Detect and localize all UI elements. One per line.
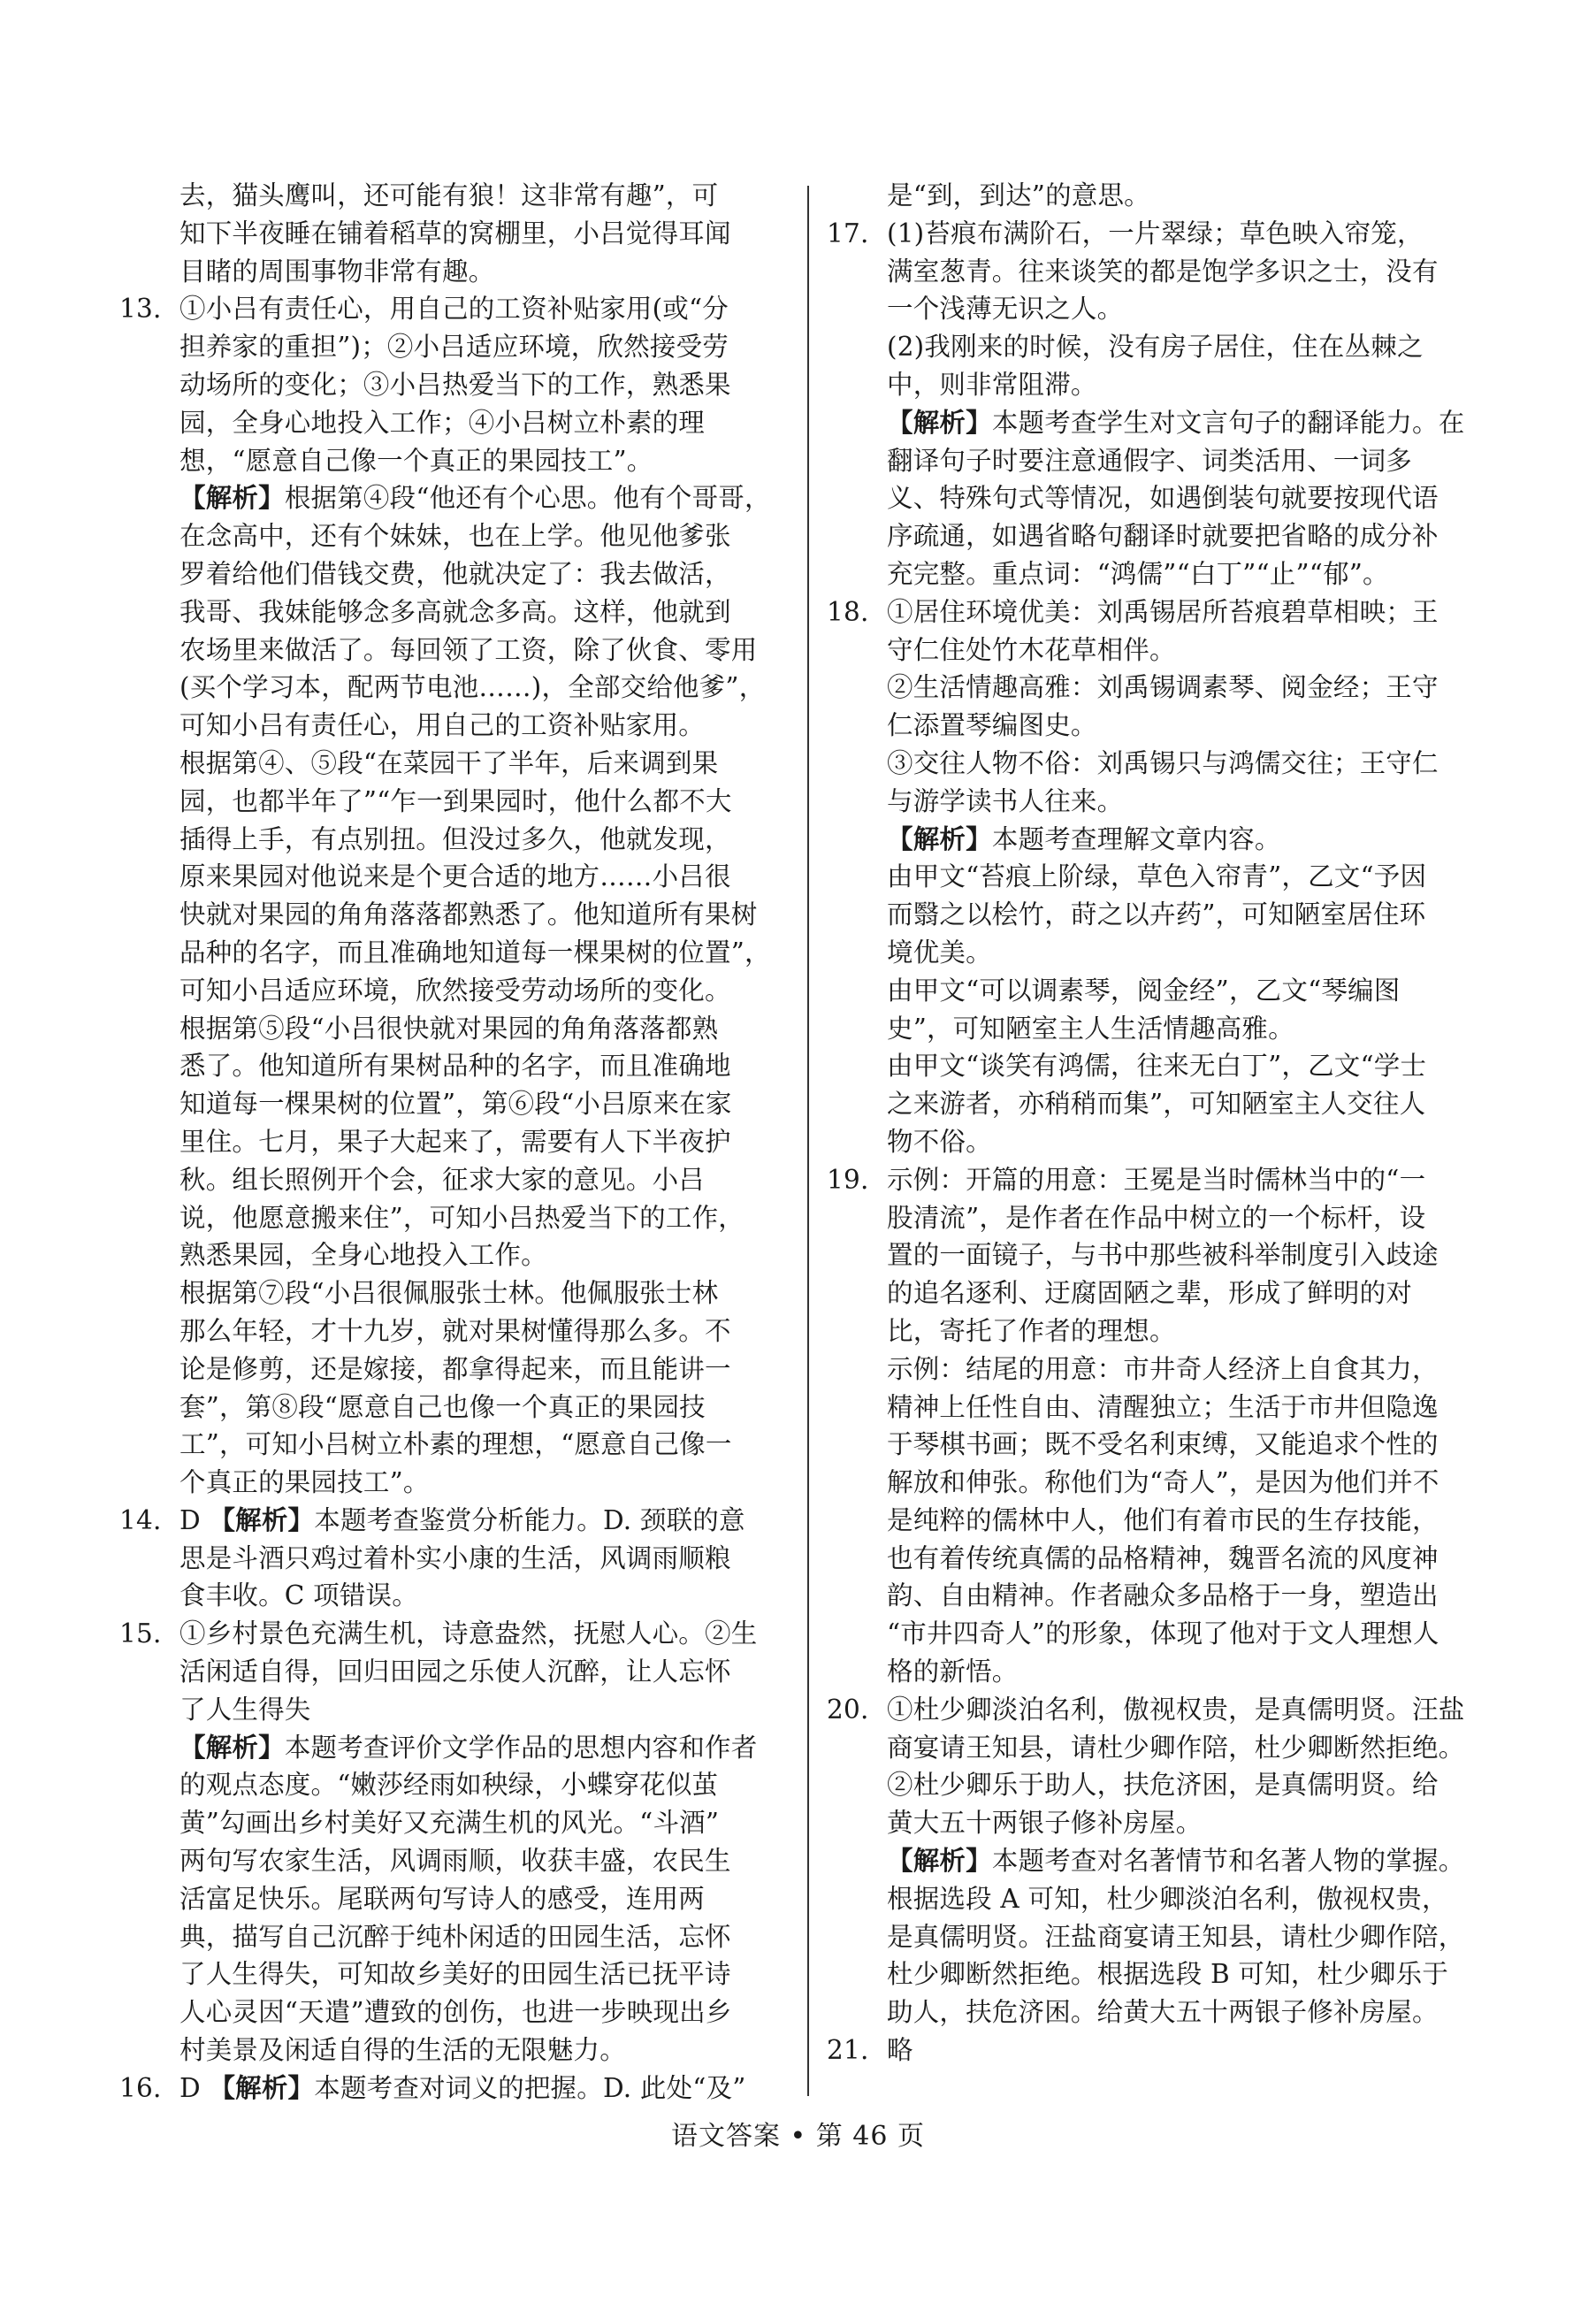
line-text: 韵、自由精神。作者融众多品格于一身，塑造出 bbox=[887, 1580, 1439, 1611]
text-line bbox=[827, 1653, 1499, 1691]
line-text: 由甲文“可以调素琴，阅金经”，乙文“琴编图 bbox=[887, 975, 1401, 1006]
line-text: 助人，扶危济困。给黄大五十两银子修补房屋。 bbox=[887, 1997, 1439, 2028]
text-line bbox=[119, 1540, 791, 1578]
line-text: 原来果园对他说来是个更合适的地方……小吕很 bbox=[179, 861, 731, 892]
text-line bbox=[119, 1274, 791, 1312]
line-text: 与游学读书人往来。 bbox=[887, 785, 1124, 816]
line-text: 中，则非常阻滞。 bbox=[887, 369, 1097, 400]
text-line bbox=[827, 1502, 1499, 1540]
line-text: 略 bbox=[887, 2035, 913, 2066]
line-text: 根据第④、⑤段“在菜园干了半年，后来调到果 bbox=[179, 747, 719, 778]
line-text: 根据第④段“他还有个心思。他有个哥哥， bbox=[284, 483, 771, 514]
line-text: ②生活情趣高雅：刘禹锡调素琴、阅金经；王守 bbox=[887, 672, 1439, 703]
line-text: 我哥、我妹能够念多高就念多高。这样，他就到 bbox=[179, 596, 731, 627]
line-text: 悉了。他知道所有果树品种的名字，而且准确地 bbox=[179, 1051, 731, 1082]
text-line bbox=[119, 669, 791, 707]
line-text: 示例：结尾的用意：市井奇人经济上自食其力， bbox=[887, 1353, 1439, 1384]
line-text: 比，寄托了作者的理想。 bbox=[887, 1315, 1176, 1346]
line-text: 活富足快乐。尾联两句写诗人的感受，连用两 bbox=[179, 1883, 706, 1914]
right-column bbox=[827, 177, 1499, 2070]
line-text: 园，全身心地投入工作；④小吕树立朴素的理 bbox=[179, 407, 706, 438]
text-line bbox=[119, 1199, 791, 1237]
line-text: 的追名逐利、迂腐固陋之辈，形成了鲜明的对 bbox=[887, 1278, 1413, 1309]
text-line bbox=[119, 1123, 791, 1161]
text-line bbox=[827, 1047, 1499, 1085]
line-text: 商宴请王知县，请杜少卿作陪，杜少卿断然拒绝。 bbox=[887, 1732, 1465, 1763]
question-number: 19. bbox=[827, 1164, 869, 1195]
answer-choice: D bbox=[179, 1504, 210, 1535]
text-line bbox=[827, 1729, 1499, 1767]
line-text: 根据选段 A 可知，杜少卿淡泊名利，傲视权贵， bbox=[887, 1883, 1448, 1914]
line-text: 熟悉果园，全身心地投入工作。 bbox=[179, 1240, 547, 1271]
text-line bbox=[827, 1010, 1499, 1048]
line-text: 物不俗。 bbox=[887, 1126, 992, 1157]
text-line bbox=[827, 1123, 1499, 1161]
line-text: 解放和伸张。称他们为“奇人”，是因为他们并不 bbox=[887, 1467, 1439, 1498]
line-text: 史”，可知陋室主人生活情趣高雅。 bbox=[887, 1013, 1294, 1044]
line-text: 食丰收。C 项错误。 bbox=[179, 1580, 418, 1611]
line-text: 根据第⑤段“小吕很快就对果园的角角落落都熟 bbox=[179, 1013, 719, 1044]
line-text: 套”，第⑧段“愿意自己也像一个真正的果园技 bbox=[179, 1391, 706, 1422]
text-line bbox=[827, 442, 1499, 480]
question-number: 18. bbox=[827, 596, 869, 627]
analysis-tag: 【解析】 bbox=[887, 822, 992, 854]
line-text: 精神上任性自由、清醒独立；生活于市井但隐逸 bbox=[887, 1391, 1439, 1422]
text-line bbox=[827, 593, 1499, 631]
analysis-tag: 【解析】 bbox=[179, 1731, 285, 1763]
line-text: 满室葱青。往来谈笑的都是饱学多识之士，没有 bbox=[887, 256, 1439, 287]
text-line bbox=[827, 1691, 1499, 1729]
text-line bbox=[119, 1804, 791, 1842]
text-line bbox=[827, 631, 1499, 669]
text-line bbox=[119, 934, 791, 972]
question-number: 13. bbox=[119, 294, 162, 325]
text-line bbox=[827, 404, 1499, 442]
text-line bbox=[119, 1955, 791, 1993]
line-text: 动场所的变化；③小吕热爱当下的工作，熟悉果 bbox=[179, 369, 731, 400]
text-line bbox=[119, 631, 791, 669]
text-line bbox=[119, 1502, 791, 1540]
text-line bbox=[827, 1161, 1499, 1199]
text-line bbox=[827, 972, 1499, 1010]
text-line bbox=[119, 555, 791, 593]
line-text: 工”，可知小吕树立朴素的理想，“愿意自己像一 bbox=[179, 1429, 732, 1460]
line-text: 目睹的周围事物非常有趣。 bbox=[179, 256, 495, 287]
text-line bbox=[827, 1464, 1499, 1502]
line-text: 义、特殊句式等情况，如遇倒装句就要按现代语 bbox=[887, 483, 1439, 514]
text-line bbox=[119, 1577, 791, 1615]
text-line bbox=[119, 1085, 791, 1123]
text-line bbox=[827, 821, 1499, 859]
text-line bbox=[119, 2031, 791, 2070]
line-text: 本题考查对名著情节和名著人物的掌握。 bbox=[991, 1846, 1465, 1877]
line-text: ③交往人物不俗：刘禹锡只与鸿儒交往；王守仁 bbox=[887, 747, 1439, 778]
line-text: (2)我刚来的时候，没有房子居住，住在丛棘之 bbox=[887, 332, 1424, 363]
line-text: 示例：开篇的用意：王冕是当时儒林当中的“一 bbox=[887, 1164, 1426, 1195]
line-text: 人心灵因“天遣”遭致的创伤，也进一步映现出乡 bbox=[179, 1997, 732, 2028]
line-text: 思是斗酒只鸡过着朴实小康的生活，风调雨顺粮 bbox=[179, 1542, 731, 1573]
text-line bbox=[119, 858, 791, 896]
text-line bbox=[827, 290, 1499, 328]
text-line bbox=[827, 328, 1499, 366]
analysis-tag: 【解析】 bbox=[887, 1845, 992, 1877]
text-line bbox=[827, 215, 1499, 253]
page-footer: 语文答案 • 第 46 页 bbox=[670, 2121, 925, 2152]
line-text: 根据第⑦段“小吕很佩服张士林。他佩服张士林 bbox=[179, 1278, 719, 1309]
line-text: 本题考查学生对文言句子的翻译能力。在 bbox=[991, 407, 1465, 438]
line-text: 仁添置琴编图史。 bbox=[887, 710, 1097, 741]
line-text: 于琴棋书画；既不受名利束缚，又能追求个性的 bbox=[887, 1429, 1439, 1460]
analysis-tag: 【解析】 bbox=[179, 482, 285, 514]
text-line bbox=[827, 1274, 1499, 1312]
line-text: 村美景及闲适自得的生活的无限魅力。 bbox=[179, 2035, 626, 2066]
line-text: 之来游者，亦稍稍而集”，可知陋室主人交往人 bbox=[887, 1089, 1426, 1120]
text-line bbox=[119, 707, 791, 745]
text-line bbox=[827, 1085, 1499, 1123]
text-line bbox=[119, 366, 791, 404]
question-number: 16. bbox=[119, 2072, 162, 2103]
text-line bbox=[827, 1577, 1499, 1615]
line-text: 是“到，到达”的意思。 bbox=[887, 180, 1150, 210]
text-line bbox=[119, 1010, 791, 1048]
text-line bbox=[119, 1729, 791, 1767]
text-line bbox=[119, 177, 791, 215]
text-line bbox=[119, 253, 791, 291]
text-line bbox=[827, 1880, 1499, 1918]
text-line bbox=[119, 1653, 791, 1691]
line-text: 个真正的果园技工”。 bbox=[179, 1467, 430, 1498]
left-column bbox=[119, 177, 791, 2108]
line-text: 充完整。重点词：“鸿儒”“白丁”“止”“郁”。 bbox=[887, 558, 1389, 589]
text-line bbox=[827, 1236, 1499, 1274]
analysis-tag: 【解析】 bbox=[887, 406, 992, 438]
text-line bbox=[827, 1615, 1499, 1653]
text-line bbox=[119, 1918, 791, 1956]
line-text: 说，他愿意搬来住”，可知小吕热爱当下的工作， bbox=[179, 1202, 745, 1233]
line-text: 的观点态度。“嫩莎经雨如秧绿，小蝶穿花似茧 bbox=[179, 1770, 719, 1801]
line-text: 罗着给他们借钱交费，他就决定了：我去做活， bbox=[179, 558, 731, 589]
text-line bbox=[119, 404, 791, 442]
text-line bbox=[827, 366, 1499, 404]
line-text: 格的新悟。 bbox=[887, 1656, 1019, 1687]
text-line bbox=[827, 858, 1499, 896]
line-text: ①乡村景色充满生机，诗意盎然，抚慰人心。②生 bbox=[179, 1618, 758, 1649]
line-text: 一个浅薄无识之人。 bbox=[887, 294, 1124, 325]
text-line bbox=[119, 1766, 791, 1804]
text-line bbox=[827, 707, 1499, 745]
text-line bbox=[827, 1766, 1499, 1804]
text-line bbox=[119, 1993, 791, 2031]
line-text: 黄大五十两银子修补房屋。 bbox=[887, 1808, 1203, 1839]
line-text: 由甲文“谈笑有鸿儒，往来无白丁”，乙文“学士 bbox=[887, 1051, 1427, 1082]
line-text: 去，猫头鹰叫，还可能有狼！这非常有趣”，可 bbox=[179, 180, 719, 210]
line-text: 了人生得失，可知故乡美好的田园生活已抚平诗 bbox=[179, 1959, 731, 1990]
text-line bbox=[119, 442, 791, 480]
line-text: 农场里来做活了。每回领了工资，除了伙食、零用 bbox=[179, 634, 758, 665]
text-line bbox=[827, 177, 1499, 215]
line-text: 而翳之以桧竹，莳之以卉药”，可知陋室居住环 bbox=[887, 899, 1426, 930]
text-line bbox=[119, 1880, 791, 1918]
text-line bbox=[827, 2031, 1499, 2070]
line-text: 也有着传统真儒的品格精神，魏晋名流的风度神 bbox=[887, 1542, 1439, 1573]
line-text: 知道每一棵果树的位置”，第⑥段“小吕原来在家 bbox=[179, 1089, 732, 1120]
text-line bbox=[827, 1312, 1499, 1350]
line-text: 可知小吕有责任心，用自己的工资补贴家用。 bbox=[179, 710, 706, 741]
text-line bbox=[827, 1199, 1499, 1237]
text-line bbox=[827, 1540, 1499, 1578]
line-text: 翻译句子时要注意通假字、词类活用、一词多 bbox=[887, 445, 1413, 476]
text-line bbox=[827, 555, 1499, 593]
text-line bbox=[119, 745, 791, 783]
text-line bbox=[119, 517, 791, 555]
column-divider bbox=[807, 186, 809, 2096]
line-text: 担养家的重担”)；②小吕适应环境，欣然接受劳 bbox=[179, 332, 729, 363]
line-text: 论是修剪，还是嫁接，都拿得起来，而且能讲一 bbox=[179, 1353, 731, 1384]
analysis-tag: 【解析】 bbox=[209, 2071, 315, 2103]
line-text: ②杜少卿乐于助人，扶危济困，是真儒明贤。给 bbox=[887, 1770, 1439, 1801]
line-text: 那么年轻，才十九岁，就对果树懂得那么多。不 bbox=[179, 1315, 731, 1346]
text-line bbox=[119, 783, 791, 821]
line-text: 是真儒明贤。汪盐商宴请王知县，请杜少卿作陪， bbox=[887, 1921, 1465, 1952]
text-line bbox=[119, 1350, 791, 1389]
line-text: 杜少卿断然拒绝。根据选段 B 可知，杜少卿乐于 bbox=[887, 1959, 1449, 1990]
text-line bbox=[119, 1161, 791, 1199]
text-line bbox=[827, 934, 1499, 972]
question-number: 17. bbox=[827, 218, 869, 249]
line-text: 活闲适自得，回归田园之乐使人沉醉，让人忘怀 bbox=[179, 1656, 731, 1687]
line-text: 本题考查对词义的把握。D. 此处“及” bbox=[314, 2072, 746, 2103]
text-line bbox=[119, 1047, 791, 1085]
line-text: 在念高中，还有个妹妹，也在上学。他见他爹张 bbox=[179, 521, 731, 552]
line-text: 了人生得失 bbox=[179, 1694, 311, 1725]
text-line bbox=[827, 1918, 1499, 1956]
line-text: 典，描写自己沉醉于纯朴闲适的田园生活，忘怀 bbox=[179, 1921, 731, 1952]
line-text: 快就对果园的角角落落都熟悉了。他知道所有果树 bbox=[179, 899, 758, 930]
line-text: “市井四奇人”的形象，体现了他对于文人理想人 bbox=[887, 1618, 1439, 1649]
line-text: 境优美。 bbox=[887, 937, 992, 968]
text-line bbox=[119, 479, 791, 517]
line-text: 想，“愿意自己像一个真正的果园技工”。 bbox=[179, 445, 653, 476]
line-text: 品种的名字，而且准确地知道每一棵果树的位置”， bbox=[179, 937, 771, 968]
text-line bbox=[827, 1955, 1499, 1993]
text-line bbox=[827, 783, 1499, 821]
question-number: 21. bbox=[827, 2035, 869, 2066]
line-text: 黄”勾画出乡村美好又充满生机的风光。“斗酒” bbox=[179, 1808, 720, 1839]
text-line bbox=[119, 2070, 791, 2108]
text-line bbox=[119, 1464, 791, 1502]
line-text: 序疏通，如遇省略句翻译时就要把省略的成分补 bbox=[887, 521, 1439, 552]
line-text: 置的一面镜子，与书中那些被科举制度引入歧途 bbox=[887, 1240, 1439, 1271]
line-text: (1)苔痕布满阶石，一片翠绿；草色映入帘笼， bbox=[887, 218, 1424, 249]
question-number: 14. bbox=[119, 1504, 162, 1535]
line-text: 两句写农家生活，风调雨顺，收获丰盛，农民生 bbox=[179, 1846, 731, 1877]
answer-choice: D bbox=[179, 2072, 210, 2103]
line-text: 守仁住处竹木花草相伴。 bbox=[887, 634, 1176, 665]
line-text: 是纯粹的儒林中人，他们有着市民的生存技能， bbox=[887, 1504, 1439, 1535]
line-text: 插得上手，有点别扭。但没过多久，他就发现， bbox=[179, 823, 731, 854]
text-line bbox=[119, 896, 791, 934]
text-line bbox=[119, 290, 791, 328]
line-text: 股清流”，是作者在作品中树立的一个标杆，设 bbox=[887, 1202, 1426, 1233]
text-line bbox=[119, 972, 791, 1010]
line-text: 可知小吕适应环境，欣然接受劳动场所的变化。 bbox=[179, 975, 731, 1006]
text-line bbox=[827, 669, 1499, 707]
text-line bbox=[119, 215, 791, 253]
line-text: (买个学习本，配两节电池……)，全部交给他爹”， bbox=[179, 672, 766, 703]
text-line bbox=[119, 1389, 791, 1427]
text-line bbox=[827, 479, 1499, 517]
text-line bbox=[119, 328, 791, 366]
question-number: 20. bbox=[827, 1694, 869, 1725]
text-line bbox=[827, 1350, 1499, 1389]
line-text: 本题考查理解文章内容。 bbox=[991, 823, 1281, 854]
line-text: 秋。组长照例开个会，征求大家的意见。小吕 bbox=[179, 1164, 706, 1195]
text-line bbox=[119, 1236, 791, 1274]
text-line bbox=[827, 745, 1499, 783]
text-line bbox=[119, 1312, 791, 1350]
line-text: 知下半夜睡在铺着稻草的窝棚里，小吕觉得耳闻 bbox=[179, 218, 731, 249]
text-line bbox=[119, 593, 791, 631]
text-line bbox=[827, 1804, 1499, 1842]
line-text: 由甲文“苔痕上阶绿，草色入帘青”，乙文“予因 bbox=[887, 861, 1427, 892]
text-line bbox=[119, 1615, 791, 1653]
text-line bbox=[827, 517, 1499, 555]
line-text: 本题考查评价文学作品的思想内容和作者 bbox=[284, 1732, 758, 1763]
text-line bbox=[827, 1426, 1499, 1464]
question-number: 15. bbox=[119, 1618, 162, 1649]
text-line bbox=[827, 1993, 1499, 2031]
line-text: 里住。七月，果子大起来了，需要有人下半夜护 bbox=[179, 1126, 731, 1157]
text-line bbox=[827, 1389, 1499, 1427]
line-text: ①居住环境优美：刘禹锡居所苔痕碧草相映；王 bbox=[887, 596, 1439, 627]
line-text: ①杜少卿淡泊名利，傲视权贵，是真儒明贤。汪盐 bbox=[887, 1694, 1465, 1725]
text-line bbox=[827, 1842, 1499, 1880]
line-text: ①小吕有责任心，用自己的工资补贴家用(或“分 bbox=[179, 294, 729, 325]
text-line bbox=[827, 896, 1499, 934]
text-line bbox=[119, 1842, 791, 1880]
line-text: 园，也都半年了”“乍一到果园时，他什么都不大 bbox=[179, 785, 732, 816]
line-text: 本题考查鉴赏分析能力。D. 颈联的意 bbox=[314, 1504, 745, 1535]
text-line bbox=[827, 253, 1499, 291]
text-line bbox=[119, 1691, 791, 1729]
analysis-tag: 【解析】 bbox=[209, 1503, 315, 1535]
text-line bbox=[119, 821, 791, 859]
text-line bbox=[119, 1426, 791, 1464]
